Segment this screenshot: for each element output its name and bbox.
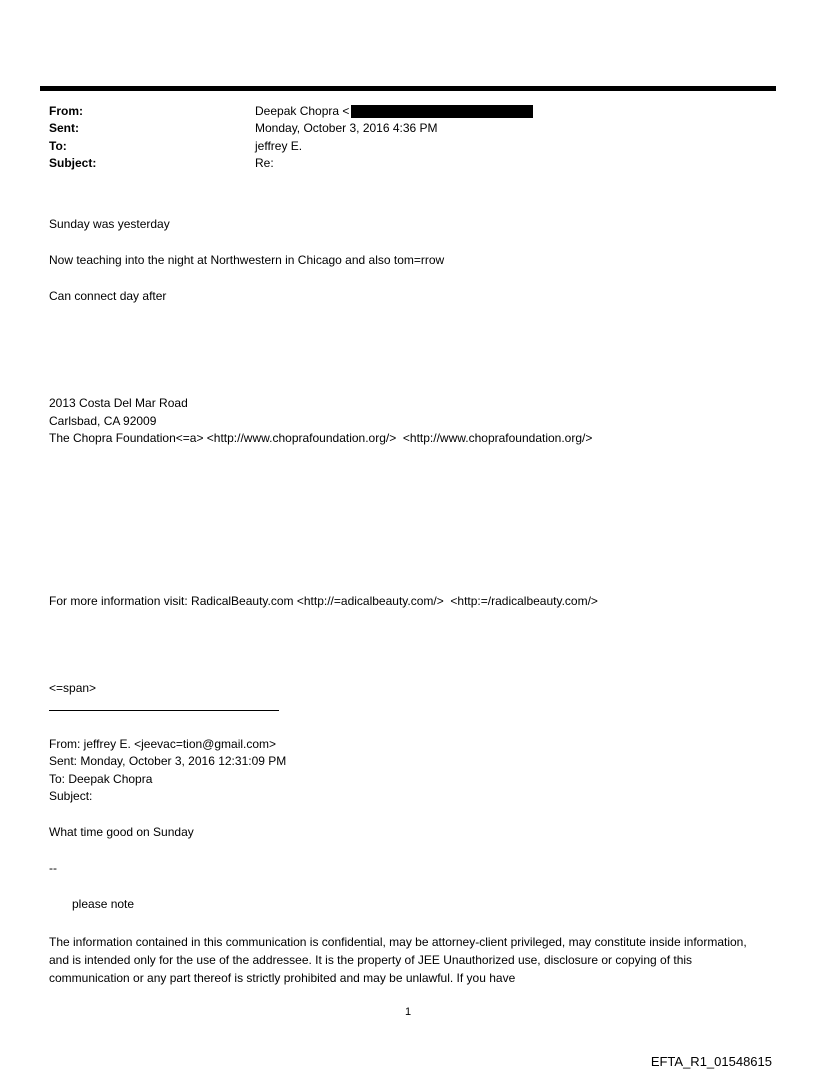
- address-line-1: 2013 Costa Del Mar Road: [49, 396, 188, 410]
- quoted-sent-line: Sent: Monday, October 3, 2016 12:31:09 PM: [49, 754, 287, 768]
- redaction-bar: [351, 105, 533, 118]
- body-line-connect: Can connect day after: [49, 289, 167, 303]
- from-value: Deepak Chopra <: [255, 104, 350, 118]
- please-note-line: please note: [72, 897, 135, 911]
- to-value: jeffrey E.: [255, 139, 303, 153]
- header-row-subject: [49, 156, 274, 171]
- header-row-from: [49, 104, 533, 119]
- sent-label: Sent:: [49, 121, 79, 135]
- subject-label: Subject:: [49, 156, 97, 170]
- page-number: 1: [404, 1006, 412, 1018]
- header-row-sent: [49, 121, 438, 136]
- from-label: From:: [49, 104, 83, 118]
- subject-value: Re:: [255, 156, 274, 170]
- address-line-2: Carlsbad, CA 92009: [49, 414, 157, 428]
- body-line-sunday: Sunday was yesterday: [49, 217, 170, 231]
- span-fragment-line: <=span>: [49, 681, 97, 695]
- quoted-to-line: To: Deepak Chopra: [49, 772, 153, 786]
- sent-value: Monday, October 3, 2016 4:36 PM: [255, 121, 438, 135]
- bates-number: EFTA_R1_01548615: [650, 1054, 772, 1069]
- body-line-teaching: Now teaching into the night at Northwestern in Chicago and also tom=rrow: [49, 253, 445, 267]
- confidentiality-disclaimer: The information contained in this communication is confidential, may be attorney-client privileged, may constitute inside information, and is intended only for the use of the addressee. It is the property of JEE Unauthorized use, disclosure or copying of this communication or any part thereof is strictly prohibited and may be unlawful. If you have: [49, 935, 751, 985]
- quoted-subject-line: Subject:: [49, 789, 93, 803]
- foundation-link-line: The Chopra Foundation<=a> <http://www.choprafoundation.org/> <http://www.choprafoundation.org/>: [49, 431, 593, 445]
- radicalbeauty-link-line: For more information visit: RadicalBeauty.com <http://=adicalbeauty.com/> <http:=/radicalbeauty.com/>: [49, 594, 598, 608]
- header-divider: [40, 86, 776, 91]
- signature-dashes: --: [49, 861, 57, 875]
- to-label: To:: [49, 139, 67, 153]
- quoted-from-line: From: jeffrey E. <jeevac=tion@gmail.com>: [49, 737, 277, 751]
- header-row-to: [49, 139, 302, 154]
- quoted-message-divider: [49, 710, 279, 711]
- quoted-message-text: What time good on Sunday: [49, 825, 194, 839]
